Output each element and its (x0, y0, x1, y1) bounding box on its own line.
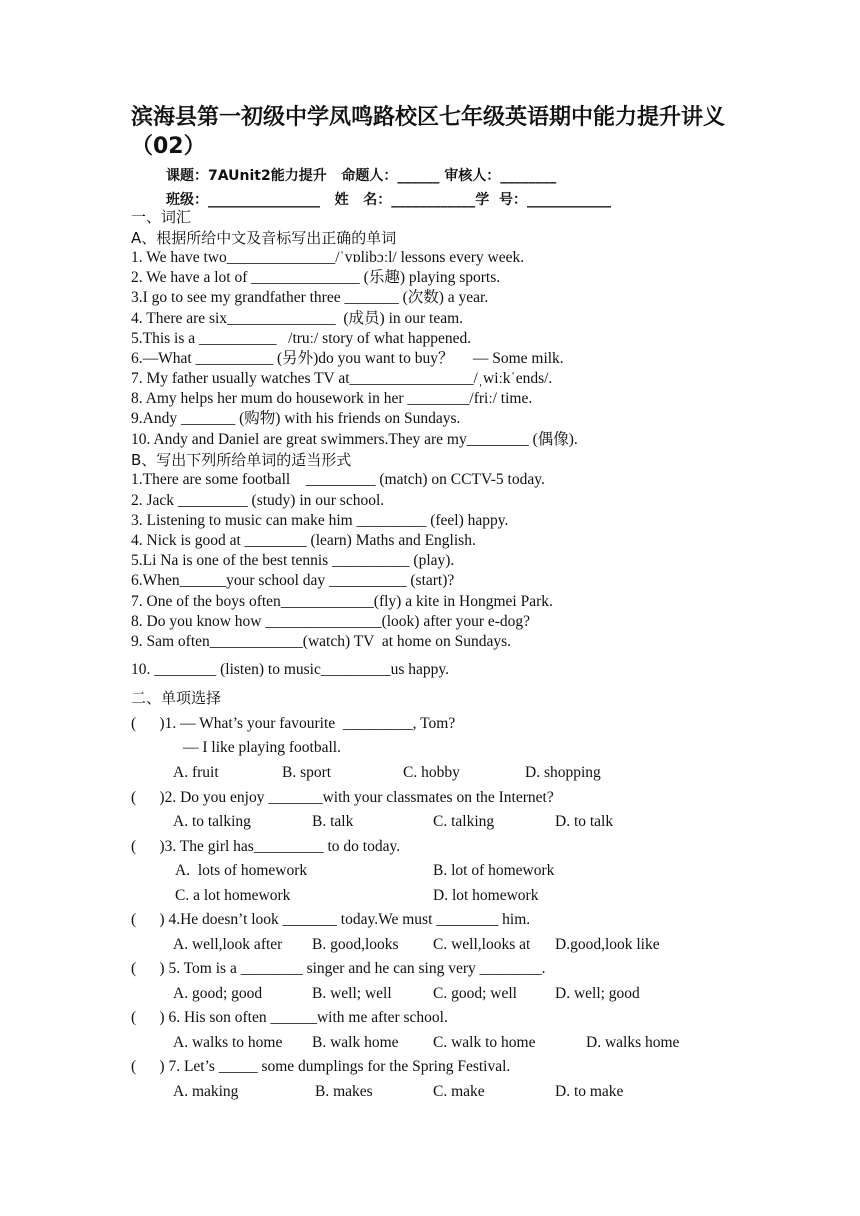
question-stem: ( )1. — What’s your favourite _________, Tom? (131, 715, 456, 732)
part-b-item: 3. Listening to music can make him _________ (feel) happy. (131, 512, 509, 529)
option-c: C. talking (433, 813, 495, 830)
option-a: A. good; good (173, 985, 263, 1002)
option-d: D. well; good (555, 985, 640, 1002)
option-d: D. to make (555, 1083, 624, 1100)
part-a-item: 8. Amy helps her mum do housework in her ________/friː/ time. (131, 390, 533, 407)
question-stem: ( ) 4.He doesn’t look _______ today.We must ________ him. (131, 911, 531, 928)
part-a-item: 6.—What __________ (另外)do you want to buy？ — Some milk. (131, 350, 564, 367)
question-stem: ( )2. Do you enjoy _______with your classmates on the Internet? (131, 789, 554, 806)
option-c: C. walk to home (433, 1034, 536, 1051)
part-b-item: 7. One of the boys often____________(fly) a kite in Hongmei Park. (131, 593, 553, 610)
option-d: D.good,look like (555, 936, 660, 953)
header-info-row-2: 班级：________________ 姓 名：____________学 号：____________ (166, 192, 611, 208)
section-1-heading: 一、词汇 (131, 208, 192, 226)
part-a-item: 3.I go to see my grandfather three _______ (次数) a year. (131, 289, 489, 306)
question-stem: ( )3. The girl has_________ to do today. (131, 838, 401, 855)
section-2-heading: 二、单项选择 (131, 689, 222, 707)
part-b-item: 2. Jack _________ (study) in our school. (131, 492, 385, 509)
option-b: B. walk home (312, 1034, 399, 1051)
part-a-item: 1. We have two______________/ˈvɒlibɔːl/ lessons every week. (131, 249, 525, 266)
part-b-item: 6.When______your school day __________ (start)? (131, 572, 455, 589)
part-b-item: 8. Do you know how _______________(look) after your e-dog? (131, 613, 531, 630)
option-d: D. shopping (525, 764, 601, 781)
part-b-heading: B、写出下列所给单词的适当形式 (131, 451, 352, 469)
option-d: D. lot homework (433, 887, 539, 904)
question-stem: ( ) 5. Tom is a ________ singer and he can sing very ________. (131, 960, 546, 977)
option-b: B. well; well (312, 985, 392, 1002)
part-b-item: 1.There are some football _________ (match) on CCTV-5 today. (131, 471, 545, 488)
option-a: A. to talking (173, 813, 251, 830)
option-a: A. making (173, 1083, 239, 1100)
option-a: A. well,look after (173, 936, 283, 953)
page-title: 滨海县第一初级中学凤鸣路校区七年级英语期中能力提升讲义（02） (131, 105, 726, 159)
part-a-item: 5.This is a __________ /truː/ story of what happened. (131, 330, 472, 347)
option-c: C. a lot homework (175, 887, 291, 904)
option-b: B. makes (315, 1083, 373, 1100)
part-a-item: 10. Andy and Daniel are great swimmers.They are my________ (偶像). (131, 431, 578, 448)
part-b-item: 5.Li Na is one of the best tennis __________ (play). (131, 552, 455, 569)
option-d: D. walks home (586, 1034, 680, 1051)
part-a-item: 9.Andy _______ (购物) with his friends on Sundays. (131, 410, 461, 427)
part-b-item: 10. ________ (listen) to music_________us happy. (131, 661, 450, 678)
question-extra-line: — I like playing football. (183, 739, 341, 756)
option-b: B. lot of homework (433, 862, 555, 879)
part-b-item: 4. Nick is good at ________ (learn) Maths and English. (131, 532, 476, 549)
option-b: B. talk (312, 813, 354, 830)
question-stem: ( ) 7. Let’s _____ some dumplings for the Spring Festival. (131, 1058, 511, 1075)
option-b: B. sport (282, 764, 332, 781)
option-a: A. walks to home (173, 1034, 283, 1051)
part-b-item: 9. Sam often____________(watch) TV at home on Sundays. (131, 633, 511, 650)
part-a-item: 7. My father usually watches TV at________________/ˌwiːkˈends/. (131, 370, 553, 387)
option-c: C. make (433, 1083, 485, 1100)
option-d: D. to talk (555, 813, 614, 830)
option-a: A. lots of homework (175, 862, 308, 879)
part-a-item: 2. We have a lot of ______________ (乐趣) playing sports. (131, 269, 501, 286)
part-a-heading: A、根据所给中文及音标写出正确的单词 (131, 229, 397, 247)
question-stem: ( ) 6. His son often ______with me after school. (131, 1009, 448, 1026)
part-a-item: 4. There are six______________ (成员) in our team. (131, 310, 464, 327)
option-c: C. hobby (403, 764, 460, 781)
header-info-row-1: 课题：7AUnit2能力提升 命题人：______ 审核人：________ (166, 168, 557, 184)
option-b: B. good,looks (312, 936, 399, 953)
option-c: C. well,looks at (433, 936, 531, 953)
option-c: C. good; well (433, 985, 517, 1002)
option-a: A. fruit (173, 764, 219, 781)
